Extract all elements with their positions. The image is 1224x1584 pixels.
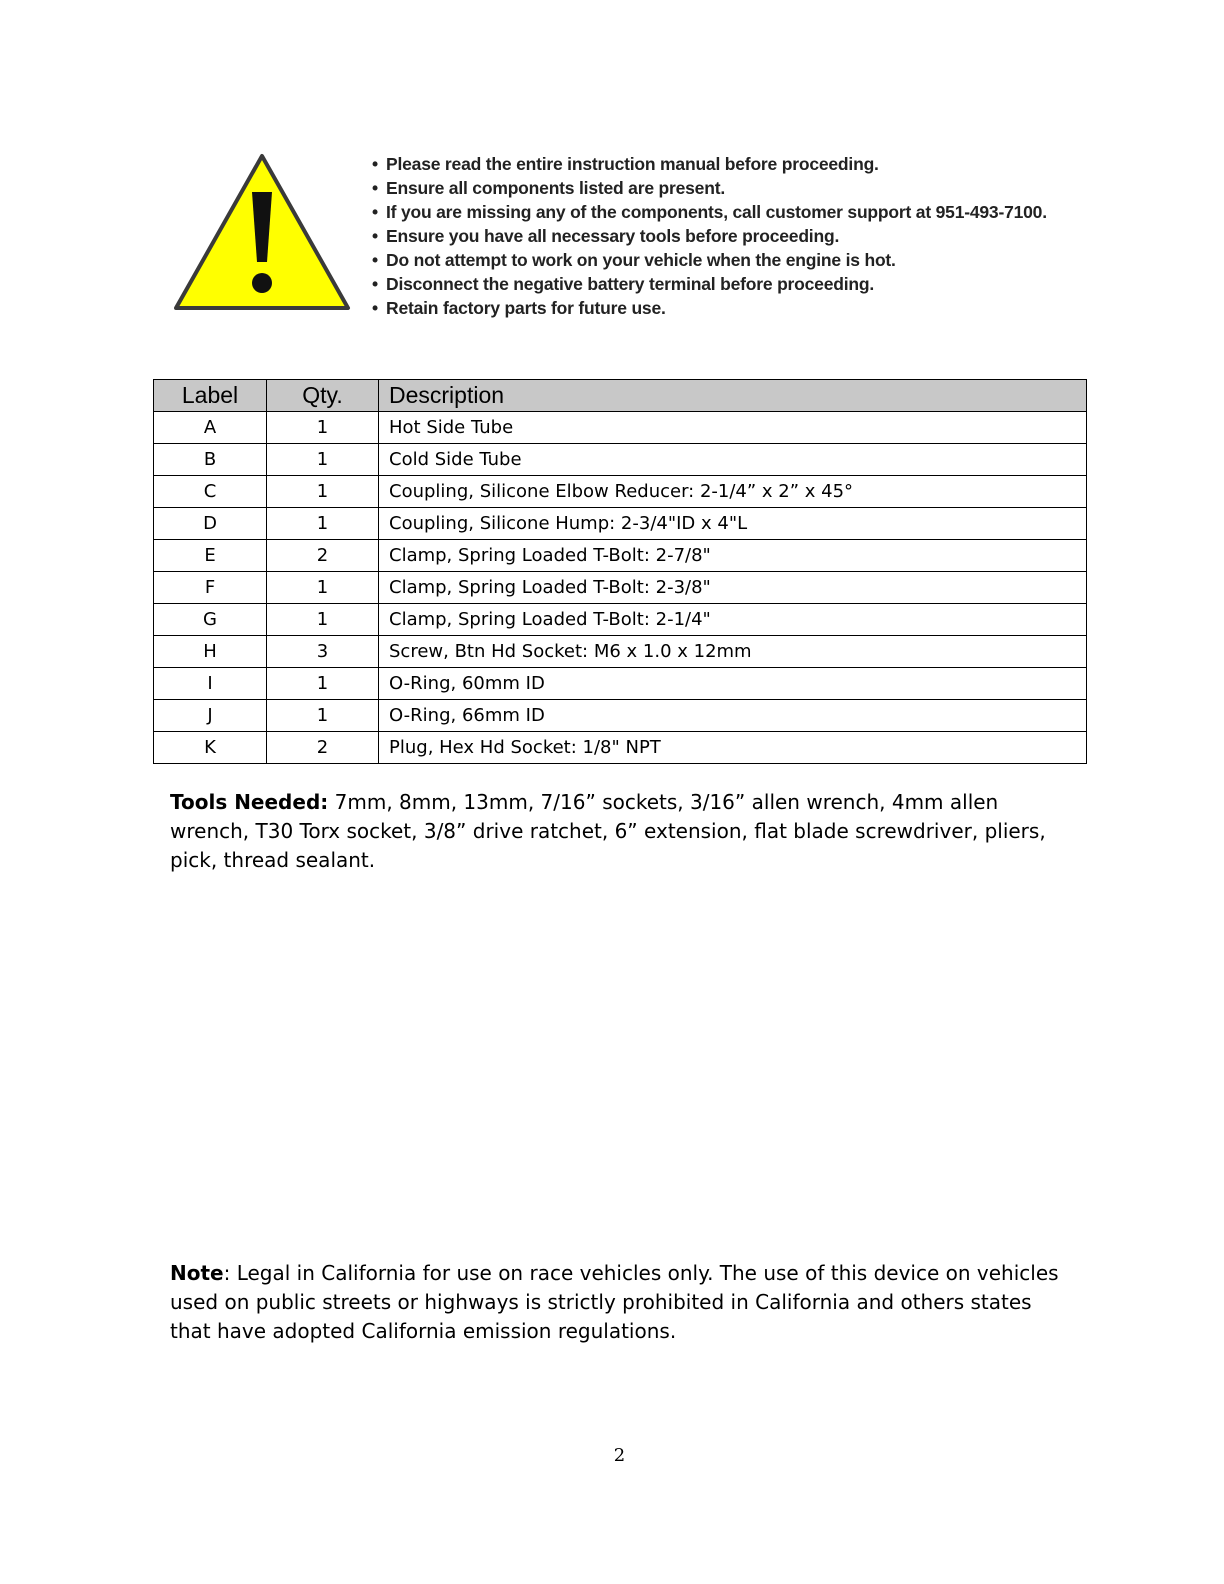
cell-qty: 1 <box>267 444 379 476</box>
cell-label: A <box>154 412 267 444</box>
table-row <box>154 636 1087 668</box>
parts-table <box>153 379 1087 764</box>
header-qty: Qty. <box>267 380 379 412</box>
cell-description: Screw, Btn Hd Socket: M6 x 1.0 x 12mm <box>379 636 1087 668</box>
table-row <box>154 444 1087 476</box>
table-row <box>154 604 1087 636</box>
cell-description: Coupling, Silicone Elbow Reducer: 2-1/4” x 2” x 45° <box>379 476 1087 508</box>
warning-item: • Disconnect the negative battery terminal before proceeding. <box>372 272 1047 296</box>
cell-description: Hot Side Tube <box>379 412 1087 444</box>
table-row <box>154 700 1087 732</box>
header-description: Description <box>379 380 1087 412</box>
warning-triangle-icon <box>172 150 352 320</box>
tools-text: 7mm, 8mm, 13mm, 7/16” sockets, 3/16” allen wrench, 4mm allen wrench, T30 Torx socket, 3/8” drive ratchet, 6” extension, flat blade screwdriver, pliers, pick, thread sealant. <box>170 790 1046 872</box>
cell-qty: 1 <box>267 476 379 508</box>
tools-needed <box>170 788 1075 875</box>
cell-qty: 2 <box>267 540 379 572</box>
header-label: Label <box>154 380 267 412</box>
cell-qty: 1 <box>267 604 379 636</box>
warning-item: • Do not attempt to work on your vehicle when the engine is hot. <box>372 248 1047 272</box>
cell-description: Clamp, Spring Loaded T-Bolt: 2-3/8" <box>379 572 1087 604</box>
cell-label: G <box>154 604 267 636</box>
cell-label: I <box>154 668 267 700</box>
cell-description: Plug, Hex Hd Socket: 1/8" NPT <box>379 732 1087 764</box>
warning-item: • If you are missing any of the components, call customer support at 951-493-7100. <box>372 200 1047 224</box>
cell-qty: 1 <box>267 668 379 700</box>
legal-note <box>170 1259 1075 1346</box>
cell-label: F <box>154 572 267 604</box>
cell-label: K <box>154 732 267 764</box>
cell-description: O-Ring, 66mm ID <box>379 700 1087 732</box>
cell-label: D <box>154 508 267 540</box>
table-row <box>154 668 1087 700</box>
warning-item: • Retain factory parts for future use. <box>372 296 1047 320</box>
table-row <box>154 412 1087 444</box>
cell-label: B <box>154 444 267 476</box>
note-label: Note <box>170 1261 224 1285</box>
cell-label: H <box>154 636 267 668</box>
warning-item: • Ensure all components listed are present. <box>372 176 1047 200</box>
parts-table-body <box>154 412 1087 764</box>
note-text: : Legal in California for use on race vehicles only. The use of this device on vehicles used on public streets or highways is strictly prohibited in California and others states that have adopted California emission regulations. <box>170 1261 1059 1343</box>
cell-label: J <box>154 700 267 732</box>
table-row <box>154 540 1087 572</box>
tools-label: Tools Needed: <box>170 790 329 814</box>
page-number: 2 <box>613 1445 626 1466</box>
warning-item: • Ensure you have all necessary tools before proceeding. <box>372 224 1047 248</box>
cell-description: Clamp, Spring Loaded T-Bolt: 2-1/4" <box>379 604 1087 636</box>
table-header-row <box>154 380 1087 412</box>
cell-description: Clamp, Spring Loaded T-Bolt: 2-7/8" <box>379 540 1087 572</box>
table-row <box>154 476 1087 508</box>
table-row <box>154 508 1087 540</box>
cell-qty: 1 <box>267 572 379 604</box>
cell-description: Cold Side Tube <box>379 444 1087 476</box>
cell-label: E <box>154 540 267 572</box>
cell-qty: 1 <box>267 412 379 444</box>
cell-description: Coupling, Silicone Hump: 2-3/4"ID x 4"L <box>379 508 1087 540</box>
table-row <box>154 732 1087 764</box>
cell-qty: 1 <box>267 508 379 540</box>
cell-qty: 2 <box>267 732 379 764</box>
table-row <box>154 572 1087 604</box>
cell-label: C <box>154 476 267 508</box>
cell-description: O-Ring, 60mm ID <box>379 668 1087 700</box>
cell-qty: 3 <box>267 636 379 668</box>
warning-item: • Please read the entire instruction manual before proceeding. <box>372 152 1047 176</box>
warning-list <box>372 152 1047 320</box>
cell-qty: 1 <box>267 700 379 732</box>
